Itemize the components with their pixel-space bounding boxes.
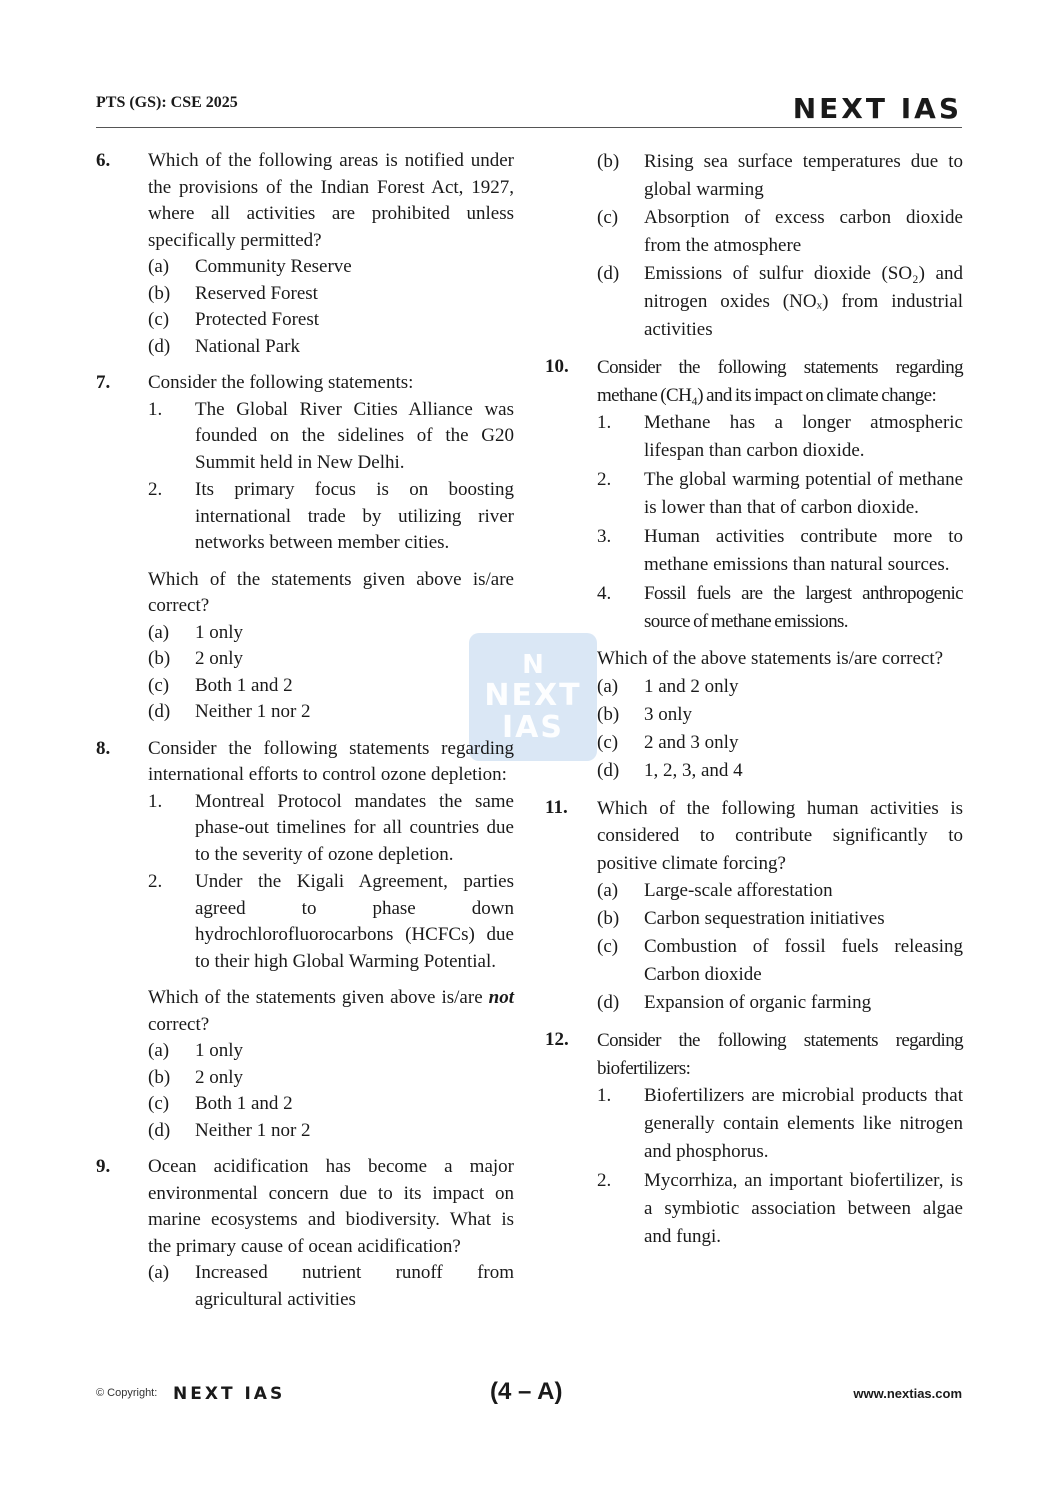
question-9-continued bbox=[545, 148, 963, 344]
option bbox=[597, 673, 963, 701]
option-label: (a) bbox=[148, 1040, 170, 1061]
option bbox=[148, 1091, 514, 1118]
exam-title: PTS (GS): CSE 2025 bbox=[96, 94, 238, 111]
ask-text-end: correct? bbox=[148, 1013, 210, 1035]
statement-text: Methane has a longer atmospheric lifespan than carbon dioxide. bbox=[644, 412, 963, 461]
statement bbox=[597, 1082, 963, 1166]
statement-text: Its primary focus is on boosting international trade by utilizing river networks between member cities. bbox=[195, 479, 514, 553]
question-text: Consider the following statements regarding international efforts to control ozone depletion: bbox=[148, 737, 514, 785]
option-text: Reserved Forest bbox=[195, 282, 318, 304]
question-7 bbox=[96, 370, 514, 726]
option bbox=[148, 1038, 514, 1065]
option bbox=[597, 204, 963, 260]
statement-label: 1. bbox=[597, 412, 612, 433]
option-label: (c) bbox=[148, 309, 170, 330]
option bbox=[597, 148, 963, 204]
question-text: Which of the following areas is notified under the provisions of the Indian Forest Act, 1927, where all activities are prohibited unless specifically permitted? bbox=[148, 150, 514, 251]
option-label: (d) bbox=[597, 263, 620, 284]
option-text: Community Reserve bbox=[195, 256, 352, 277]
statement-label: 2. bbox=[148, 871, 163, 892]
option-label: (b) bbox=[597, 703, 620, 725]
statement-text: Human activities contribute more to methane emissions than natural sources. bbox=[644, 526, 963, 575]
option-label: (b) bbox=[148, 1066, 171, 1088]
question-text: Consider the following statements regarding methane (CH₄) and its impact on climate change: bbox=[597, 357, 963, 406]
statement-text: Under the Kigali Agreement, parties agreed to phase down hydrochlorofluorocarbons (HCFCs) due to their high Global Warming Potential. bbox=[195, 871, 514, 972]
option-label: (d) bbox=[148, 335, 171, 357]
statement-label: 1. bbox=[148, 790, 163, 812]
question-11 bbox=[545, 795, 963, 1018]
option-label: (a) bbox=[148, 621, 170, 643]
option-label: (b) bbox=[148, 648, 171, 669]
option-text: National Park bbox=[195, 335, 301, 357]
question-number: 8. bbox=[96, 737, 111, 759]
option-text: 1 and 2 only bbox=[644, 675, 739, 697]
statement-label: 2. bbox=[597, 1170, 612, 1191]
question-number: 11. bbox=[545, 796, 568, 818]
option-text: Neither 1 nor 2 bbox=[195, 1119, 311, 1141]
option-text: 1 only bbox=[195, 1040, 244, 1061]
option-text: Both 1 and 2 bbox=[195, 1093, 293, 1114]
option-label: (b) bbox=[597, 908, 620, 929]
statement bbox=[597, 523, 963, 579]
copyright-text: © Copyright: bbox=[96, 1387, 158, 1399]
option-label: (b) bbox=[148, 282, 171, 304]
statement bbox=[148, 397, 514, 477]
statement-label: 2. bbox=[148, 479, 163, 500]
option-label: (c) bbox=[597, 731, 619, 753]
option bbox=[148, 334, 514, 361]
option-label: (d) bbox=[148, 1119, 171, 1141]
footer-logo: NEXT IAS bbox=[173, 1384, 286, 1404]
statement-label: 1. bbox=[148, 398, 163, 420]
header-divider bbox=[96, 127, 962, 128]
brand-logo: NEXT IAS bbox=[792, 92, 962, 125]
option-text: Increased nutrient runoff from agricultural activities bbox=[195, 1262, 514, 1310]
statement bbox=[148, 789, 514, 869]
option-label: (a) bbox=[148, 256, 170, 277]
statement-label: 3. bbox=[597, 526, 612, 547]
question-number: 10. bbox=[545, 356, 569, 377]
statement-text: Mycorrhiza, an important biofertilizer, is a symbiotic association between algae and fungi. bbox=[644, 1170, 963, 1247]
option-text: Rising sea surface temperatures due to global warming bbox=[644, 151, 963, 200]
option-label: (a) bbox=[597, 880, 619, 901]
option bbox=[597, 701, 963, 729]
option bbox=[597, 905, 963, 933]
question-12 bbox=[545, 1027, 963, 1252]
option-text: 2 only bbox=[195, 648, 244, 669]
option bbox=[148, 699, 514, 726]
option-label: (c) bbox=[148, 674, 170, 696]
option-label: (b) bbox=[597, 151, 620, 172]
question-ask: Which of the statements given above is/are correct? bbox=[148, 568, 514, 616]
option bbox=[597, 260, 963, 344]
option bbox=[148, 307, 514, 334]
statement-text: Montreal Protocol mandates the same phase-out timelines for all countries due to the severity of ozone depletion. bbox=[195, 790, 514, 865]
ask-text: Which of the statements given above is/are bbox=[148, 987, 483, 1008]
watermark-bottom: IAS bbox=[502, 710, 564, 745]
statement bbox=[597, 1167, 963, 1251]
option-label: (d) bbox=[597, 759, 620, 781]
option-label: (d) bbox=[148, 701, 171, 722]
question-6 bbox=[96, 148, 514, 360]
statement-text: Biofertilizers are microbial products that generally contain elements like nitrogen and phosphorus. bbox=[644, 1085, 963, 1162]
ask-emphasis: not bbox=[488, 987, 514, 1008]
option-label: (d) bbox=[597, 992, 620, 1013]
option-text: Both 1 and 2 bbox=[195, 674, 293, 696]
option-text: Expansion of organic farming bbox=[644, 992, 872, 1013]
option bbox=[597, 757, 963, 785]
question-ask: Which of the above statements is/are correct? bbox=[597, 648, 944, 669]
option bbox=[148, 646, 514, 673]
question-number: 12. bbox=[545, 1029, 569, 1050]
statement-label: 1. bbox=[597, 1085, 612, 1106]
option-text: 3 only bbox=[644, 703, 693, 725]
option bbox=[148, 1260, 514, 1313]
option bbox=[148, 620, 514, 647]
option-label: (c) bbox=[597, 936, 619, 957]
option-text: Carbon sequestration initiatives bbox=[644, 908, 885, 929]
left-column bbox=[96, 148, 514, 1323]
question-text: Consider the following statements: bbox=[148, 372, 414, 393]
option-text: Absorption of excess carbon dioxide from the atmosphere bbox=[644, 207, 963, 256]
option bbox=[148, 254, 514, 281]
option-text: 1, 2, 3, and 4 bbox=[644, 759, 743, 781]
option-text: 1 only bbox=[195, 621, 244, 643]
watermark-middle: NEXT bbox=[484, 678, 582, 713]
question-text: Ocean acidification has become a major environmental concern due to its impact on marine ecosystems and biodiversity. What is the primary cause of ocean acidification? bbox=[148, 1156, 514, 1257]
statement-text: The global warming potential of methane is lower than that of carbon dioxide. bbox=[644, 469, 963, 518]
option-label: (a) bbox=[597, 675, 619, 697]
question-number: 9. bbox=[96, 1156, 111, 1177]
statement-text: The Global River Cities Alliance was founded on the sidelines of the G20 Summit held in New Delhi. bbox=[195, 398, 514, 473]
option-text: 2 only bbox=[195, 1066, 244, 1088]
statement bbox=[148, 477, 514, 557]
question-text: Which of the following human activities is considered to contribute significantly to positive climate forcing? bbox=[597, 797, 963, 874]
question-number: 6. bbox=[96, 150, 111, 171]
question-ask bbox=[148, 985, 514, 1038]
question-number: 7. bbox=[96, 372, 111, 393]
option bbox=[597, 877, 963, 905]
option-text: Combustion of fossil fuels releasing Carbon dioxide bbox=[644, 936, 963, 985]
watermark-top: N bbox=[522, 650, 544, 680]
option bbox=[597, 729, 963, 757]
statement bbox=[597, 409, 963, 465]
website-link[interactable]: www.nextias.com bbox=[853, 1386, 962, 1401]
question-text: Consider the following statements regarding biofertilizers: bbox=[597, 1030, 963, 1079]
statement-label: 4. bbox=[597, 583, 612, 604]
statement-label: 2. bbox=[597, 469, 612, 490]
option-text: Protected Forest bbox=[195, 309, 320, 330]
question-9 bbox=[96, 1154, 514, 1313]
option bbox=[148, 281, 514, 308]
option-text: 2 and 3 only bbox=[644, 731, 739, 753]
option bbox=[597, 933, 963, 989]
option-text: Neither 1 nor 2 bbox=[195, 701, 311, 722]
option-label: (c) bbox=[597, 207, 619, 228]
right-column bbox=[545, 148, 963, 1262]
option bbox=[148, 673, 514, 700]
option-text: Emissions of sulfur dioxide (SO₂) and nitrogen oxides (NOₓ) from industrial activities bbox=[644, 263, 963, 340]
question-8 bbox=[96, 736, 514, 1145]
option bbox=[148, 1118, 514, 1145]
page-number: (4 – A) bbox=[490, 1378, 563, 1405]
question-10 bbox=[545, 354, 963, 785]
option-label: (c) bbox=[148, 1093, 170, 1114]
option bbox=[148, 1065, 514, 1092]
statement bbox=[148, 869, 514, 975]
statement bbox=[597, 466, 963, 522]
option-text: Large-scale afforestation bbox=[644, 880, 833, 901]
statement-text: Fossil fuels are the largest anthropogenic source of methane emissions. bbox=[644, 583, 963, 632]
option-label: (a) bbox=[148, 1262, 170, 1283]
statement bbox=[597, 580, 963, 636]
option bbox=[597, 989, 963, 1017]
